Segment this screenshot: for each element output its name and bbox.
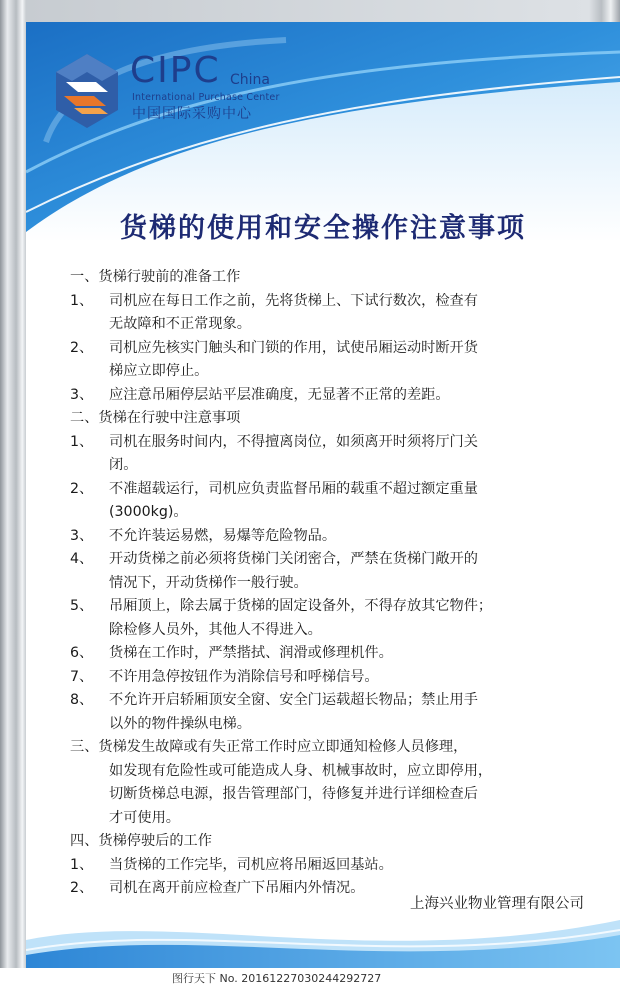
- rule-text: 吊厢顶上，除去属于货梯的固定设备外，不得存放其它物件；: [109, 598, 493, 614]
- section-heading: 三、货梯发生故障或有失正常工作时应立即通知检修人员修理，: [70, 739, 468, 755]
- page-title: 货梯的使用和安全操作注意事项: [120, 213, 526, 244]
- rules-content: [70, 266, 600, 901]
- rule-line-item: [70, 666, 600, 690]
- rule-number: 1、: [70, 292, 94, 309]
- rule-text: 不准超载运行，司机应负责监督吊厢的载重不超过额定重量: [109, 480, 478, 497]
- logo-chinese-name: 中国国际采购中心: [132, 106, 252, 122]
- rule-line-item: [70, 431, 600, 455]
- rule-line-continuation: 情况下，开动货梯作一般行驶。: [109, 574, 308, 591]
- rule-line-continuation: 无故障和不正常现象。: [109, 316, 251, 332]
- rule-line-item: [70, 337, 600, 361]
- rule-line-item: [70, 548, 600, 572]
- rule-text: 不允许开启轿厢顶安全窗、安全门运载超长物品；禁止用手: [109, 692, 478, 708]
- rule-line-item: [70, 290, 600, 314]
- rule-number: 1、: [70, 433, 94, 450]
- company-name: 上海兴业物业管理有限公司: [410, 896, 584, 912]
- rule-line-continuation: 才可使用。: [109, 809, 180, 826]
- section-heading: 二、货梯在行驶中注意事项: [70, 410, 241, 426]
- rule-number: 7、: [70, 668, 94, 685]
- logo-brand: CIPC: [130, 50, 221, 91]
- rule-line-continuation: (3000kg)。: [109, 504, 188, 520]
- rule-number: 8、: [70, 692, 94, 708]
- rule-line-item: [70, 642, 600, 666]
- rule-text: 开动货梯之前必须将货梯门关闭密合，严禁在货梯门敞开的: [109, 551, 478, 567]
- rule-text: 不许用急停按钮作为消除信号和呼梯信号。: [109, 668, 379, 685]
- rule-text: 应注意吊厢停层站平层准确度，无显著不正常的差距。: [109, 386, 450, 403]
- rule-line-continuation: 梯应立即停止。: [109, 363, 209, 379]
- cipc-hexagon-logo-icon: [52, 52, 122, 132]
- rule-text: 当货梯的工作完毕，司机应将吊厢返回基站。: [109, 856, 393, 873]
- rule-number: 1、: [70, 856, 94, 873]
- rule-text: 货梯在工作时，严禁揩拭、润滑或修理机件。: [109, 645, 393, 661]
- section-heading: 四、货梯停驶后的工作: [70, 833, 212, 849]
- rule-number: 5、: [70, 598, 94, 614]
- sign-panel: [26, 22, 620, 970]
- rule-text: 司机应先核实门触头和门锁的作用，试使吊厢运动时断开货: [109, 339, 478, 356]
- rule-number: 2、: [70, 339, 94, 356]
- rule-text: 不允许装运易燃，易爆等危险物品。: [109, 527, 337, 544]
- rule-line-item: [70, 689, 600, 713]
- section-heading: 一、货梯行驶前的准备工作: [70, 269, 241, 285]
- rule-number: 2、: [70, 480, 94, 497]
- rule-line-item: [70, 525, 600, 549]
- rule-line-item: [70, 595, 600, 619]
- rule-number: 3、: [70, 527, 94, 544]
- rule-line-item: [70, 384, 600, 408]
- rule-number: 6、: [70, 645, 94, 661]
- logo-english-name: International Purchase Center: [132, 92, 280, 103]
- rule-line-item: [70, 854, 600, 878]
- rule-number: 2、: [70, 880, 94, 896]
- rule-line-continuation: 切断货梯总电源，报告管理部门，待修复并进行详细检查后: [109, 786, 478, 802]
- rule-number: 3、: [70, 386, 94, 403]
- rule-line-continuation: 如发现有危险性或可能造成人身、机械事故时，应立即停用，: [109, 762, 493, 779]
- logo-country: China: [230, 72, 270, 88]
- rule-text: 司机在离开前应检查广下吊厢内外情况。: [109, 880, 365, 896]
- rule-line-item: [70, 478, 600, 502]
- rule-text: 司机在服务时间内，不得擅离岗位，如须离开时须将厅门关: [109, 433, 478, 450]
- rule-line-continuation: 除检修人员外，其他人不得进入。: [109, 621, 322, 638]
- rule-line-continuation: 闭。: [109, 457, 138, 473]
- rule-line-continuation: 以外的物件操纵电梯。: [109, 715, 251, 732]
- rule-number: 4、: [70, 551, 94, 567]
- watermark-text: 图行天下 No. 20161227030244292727: [172, 972, 382, 985]
- rule-text: 司机应在每日工作之前，先将货梯上、下试行数次，检查有: [109, 292, 478, 309]
